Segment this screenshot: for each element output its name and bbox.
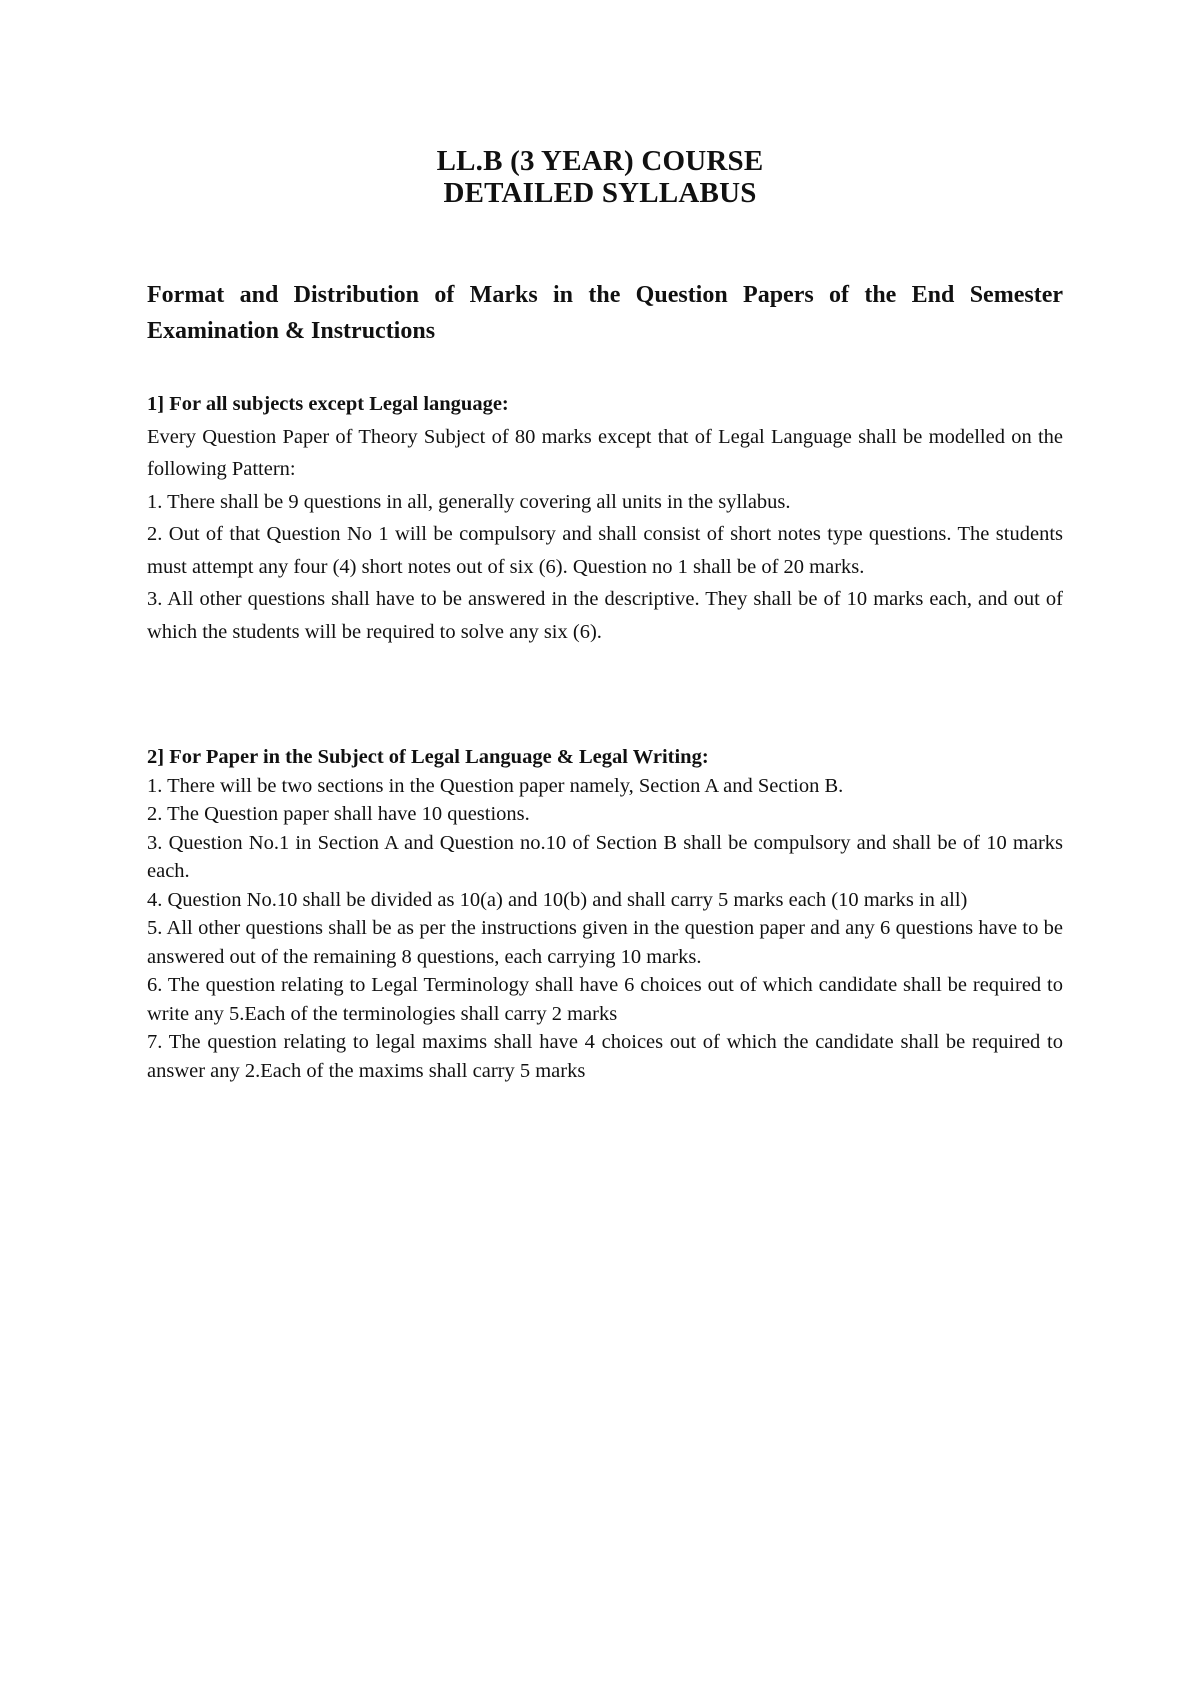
section-2-legal-language [147,743,1063,1085]
section-2-item-3: 3. Question No.1 in Section A and Question no.10 of Section B shall be compulsory and shall be of 10 marks each. [147,831,1063,882]
section-2-item-5: 5. All other questions shall be as per the instructions given in the question paper and any 6 questions have to be answered out of the remaining 8 questions, each carrying 10 marks. [147,917,1063,968]
course-title: LL.B (3 YEAR) COURSE [436,145,764,177]
section-2-item-2: 2. The Question paper shall have 10 questions. [147,803,530,825]
syllabus-title: DETAILED SYLLABUS [443,177,757,209]
section-2-item-1: 1. There will be two sections in the Question paper namely, Section A and Section B. [147,774,844,797]
section-1-title: 1] For all subjects except Legal language: [147,393,509,415]
section-2-title: 2] For Paper in the Subject of Legal Language & Legal Writing: [147,746,709,768]
format-heading: Format and Distribution of Marks in the Question Papers of the End Semester Examination & Instructions [147,282,1063,344]
section-2-item-7: 7. The question relating to legal maxims shall have 4 choices out of which the candidate shall be required to answer any 2.Each of the maxims shall carry 5 marks [147,1031,1063,1082]
section-1-all-subjects [147,388,1063,648]
section-1-intro: Every Question Paper of Theory Subject of 80 marks except that of Legal Language shall be modelled on the following Pattern: [147,425,1063,480]
section-2-item-6: 6. The question relating to Legal Terminology shall have 6 choices out of which candidate shall be required to write any 5.Each of the terminologies shall carry 2 marks [147,974,1063,1025]
section-1-item-3: 3. All other questions shall have to be answered in the descriptive. They shall be of 10 marks each, and out of which the students will be required to solve any six (6). [147,588,1063,643]
section-2-item-4: 4. Question No.10 shall be divided as 10(a) and 10(b) and shall carry 5 marks each (10 marks in all) [147,888,968,911]
section-1-item-2: 2. Out of that Question No 1 will be compulsory and shall consist of short notes type questions. The students must attempt any four (4) short notes out of six (6). Question no 1 shall be of 20 marks. [147,523,1063,578]
section-1-item-1: 1. There shall be 9 questions in all, generally covering all units in the syllabus. [147,490,791,513]
